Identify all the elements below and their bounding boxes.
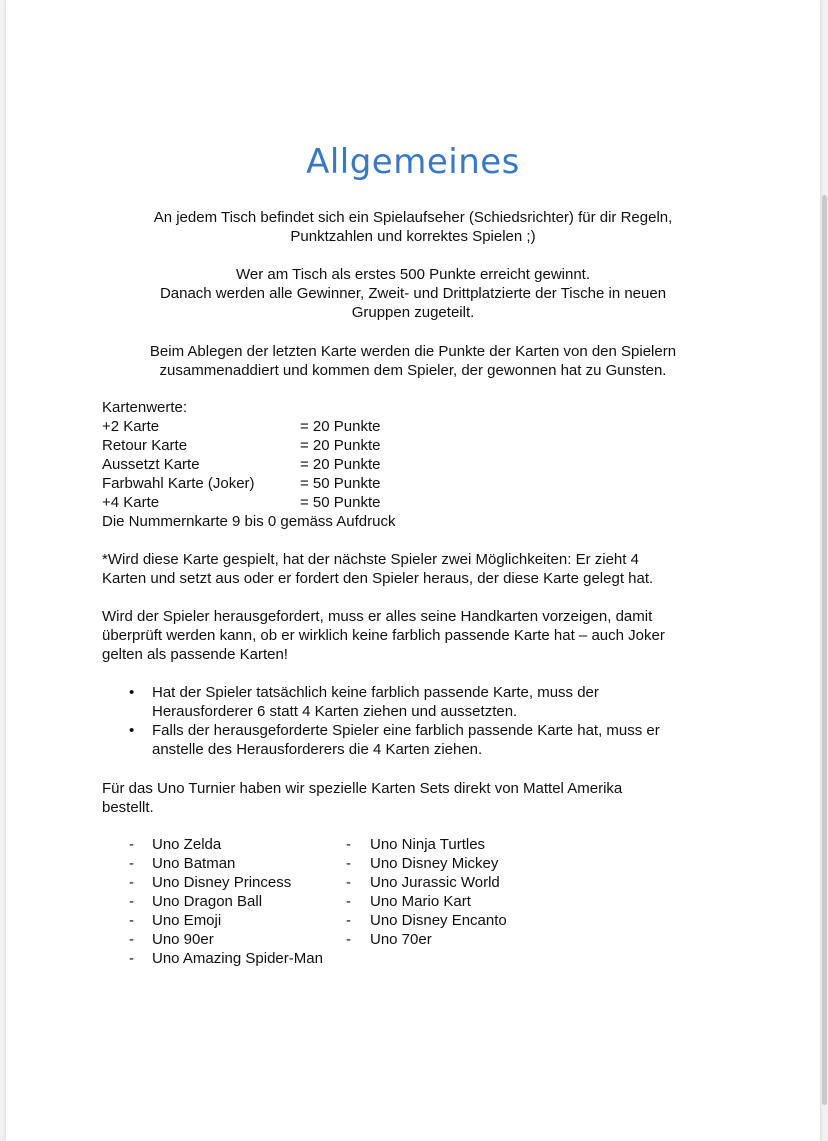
star-note-line: *Wird diese Karte gespielt, hat der nächste Spieler zwei Möglichkeiten: Er zieht 4 <box>102 551 639 568</box>
kartenwert-row <box>102 474 732 493</box>
kartenwert-value: = 50 Punkte <box>300 494 381 511</box>
kartenwert-value: = 50 Punkte <box>300 475 381 492</box>
card-set-name: Uno Emoji <box>152 912 222 929</box>
page-title: Allgemeines <box>306 142 520 182</box>
card-set-name: Uno Jurassic World <box>370 874 500 891</box>
bullet-line: anstelle des Herausforderers die 4 Karten ziehen. <box>152 741 483 758</box>
list-item <box>102 683 732 721</box>
win-line: Wer am Tisch als erstes 500 Punkte erreicht gewinnt. <box>235 266 591 283</box>
scoring-paragraph <box>102 342 724 380</box>
star-note-paragraph <box>102 550 732 588</box>
list-item <box>102 949 342 968</box>
card-sets-column-2 <box>319 835 579 949</box>
challenge-paragraph <box>102 607 732 664</box>
bullet-line: Herausforderer 6 statt 4 Karten ziehen und aussetzten. <box>152 703 518 720</box>
kartenwert-row <box>102 493 732 512</box>
intro-line: Punktzahlen und korrektes Spielen ;) <box>290 228 536 245</box>
kartenwert-name: +2 Karte <box>102 418 160 435</box>
challenge-line: Wird der Spieler herausgefordert, muss er alles seine Handkarten vorzeigen, damit <box>102 608 653 625</box>
kartenwert-name: +4 Karte <box>102 494 160 511</box>
card-set-name: Uno Dragon Ball <box>152 893 263 910</box>
list-item <box>319 892 579 911</box>
card-set-name: Uno Disney Encanto <box>370 912 507 929</box>
card-set-name: Uno Batman <box>152 855 236 872</box>
turnier-line: Für das Uno Turnier haben wir spezielle Karten Sets direkt von Mattel Amerika <box>102 780 623 797</box>
win-paragraph <box>102 265 724 322</box>
dash-marker: - <box>346 912 351 929</box>
kartenwert-name: Farbwahl Karte (Joker) <box>102 475 255 492</box>
kartenwerte-heading: Kartenwerte: <box>102 399 188 416</box>
bullet-line: Hat der Spieler tatsächlich keine farblich passende Karte, muss der <box>152 684 599 701</box>
dash-marker: - <box>129 874 134 891</box>
list-item <box>102 892 342 911</box>
dash-marker: - <box>346 874 351 891</box>
card-sets-column-1 <box>102 835 342 968</box>
win-line: Danach werden alle Gewinner, Zweit- und Drittplatzierte der Tische in neuen <box>159 285 667 302</box>
kartenwerte-footer: Die Nummernkarte 9 bis 0 gemäss Aufdruck <box>102 513 396 530</box>
scoring-line: Beim Ablegen der letzten Karte werden die Punkte der Karten von den Spielern <box>149 343 677 360</box>
dash-marker: - <box>129 931 134 948</box>
kartenwert-value: = 20 Punkte <box>300 437 381 454</box>
bullet-marker: • <box>129 722 135 739</box>
list-item <box>102 873 342 892</box>
kartenwert-name: Retour Karte <box>102 437 188 454</box>
list-item <box>319 854 579 873</box>
intro-paragraph <box>102 208 724 246</box>
card-set-name: Uno Ninja Turtles <box>370 836 486 853</box>
challenge-line: gelten als passende Karten! <box>102 646 288 663</box>
list-item <box>102 721 732 759</box>
card-set-name: Uno Amazing Spider-Man <box>152 950 323 967</box>
dash-marker: - <box>129 950 134 967</box>
list-item <box>102 854 342 873</box>
dash-marker: - <box>129 912 134 929</box>
kartenwert-row <box>102 436 732 455</box>
bullet-marker: • <box>129 684 135 701</box>
turnier-paragraph <box>102 779 732 817</box>
list-item <box>102 911 342 930</box>
kartenwerte-section <box>102 398 732 531</box>
dash-marker: - <box>346 836 351 853</box>
dash-marker: - <box>129 893 134 910</box>
list-item <box>102 835 342 854</box>
list-item <box>102 930 342 949</box>
star-note-line: Karten und setzt aus oder er fordert den Spieler heraus, der diese Karte gelegt hat. <box>102 570 654 587</box>
card-set-name: Uno Disney Mickey <box>370 855 499 872</box>
challenge-line: überprüft werden kann, ob er wirklich keine farblich passende Karte hat – auch Joker <box>102 627 665 644</box>
dash-marker: - <box>346 855 351 872</box>
card-set-name: Uno Disney Princess <box>152 874 292 891</box>
dash-marker: - <box>346 893 351 910</box>
intro-line: An jedem Tisch befindet sich ein Spielaufseher (Schiedsrichter) für dir Regeln, <box>153 209 673 226</box>
list-item <box>319 930 579 949</box>
document-page <box>6 0 820 1141</box>
card-set-name: Uno 90er <box>152 931 214 948</box>
bullet-line: Falls der herausgeforderte Spieler eine farblich passende Karte hat, muss er <box>152 722 660 739</box>
kartenwert-row <box>102 417 732 436</box>
scoring-line: zusammenaddiert und kommen dem Spieler, der gewonnen hat zu Gunsten. <box>159 362 667 379</box>
dash-marker: - <box>129 855 134 872</box>
scrollbar[interactable] <box>822 195 827 1105</box>
kartenwert-name: Aussetzt Karte <box>102 456 200 473</box>
dash-marker: - <box>129 836 134 853</box>
list-item <box>319 873 579 892</box>
list-item <box>319 911 579 930</box>
kartenwert-row <box>102 455 732 474</box>
card-set-name: Uno 70er <box>370 931 432 948</box>
win-line: Gruppen zugeteilt. <box>351 304 475 321</box>
kartenwert-value: = 20 Punkte <box>300 456 381 473</box>
bullet-list <box>102 683 732 759</box>
card-set-name: Uno Zelda <box>152 836 222 853</box>
turnier-line: bestellt. <box>102 799 154 816</box>
card-set-name: Uno Mario Kart <box>370 893 471 910</box>
kartenwert-value: = 20 Punkte <box>300 418 381 435</box>
dash-marker: - <box>346 931 351 948</box>
list-item <box>319 835 579 854</box>
